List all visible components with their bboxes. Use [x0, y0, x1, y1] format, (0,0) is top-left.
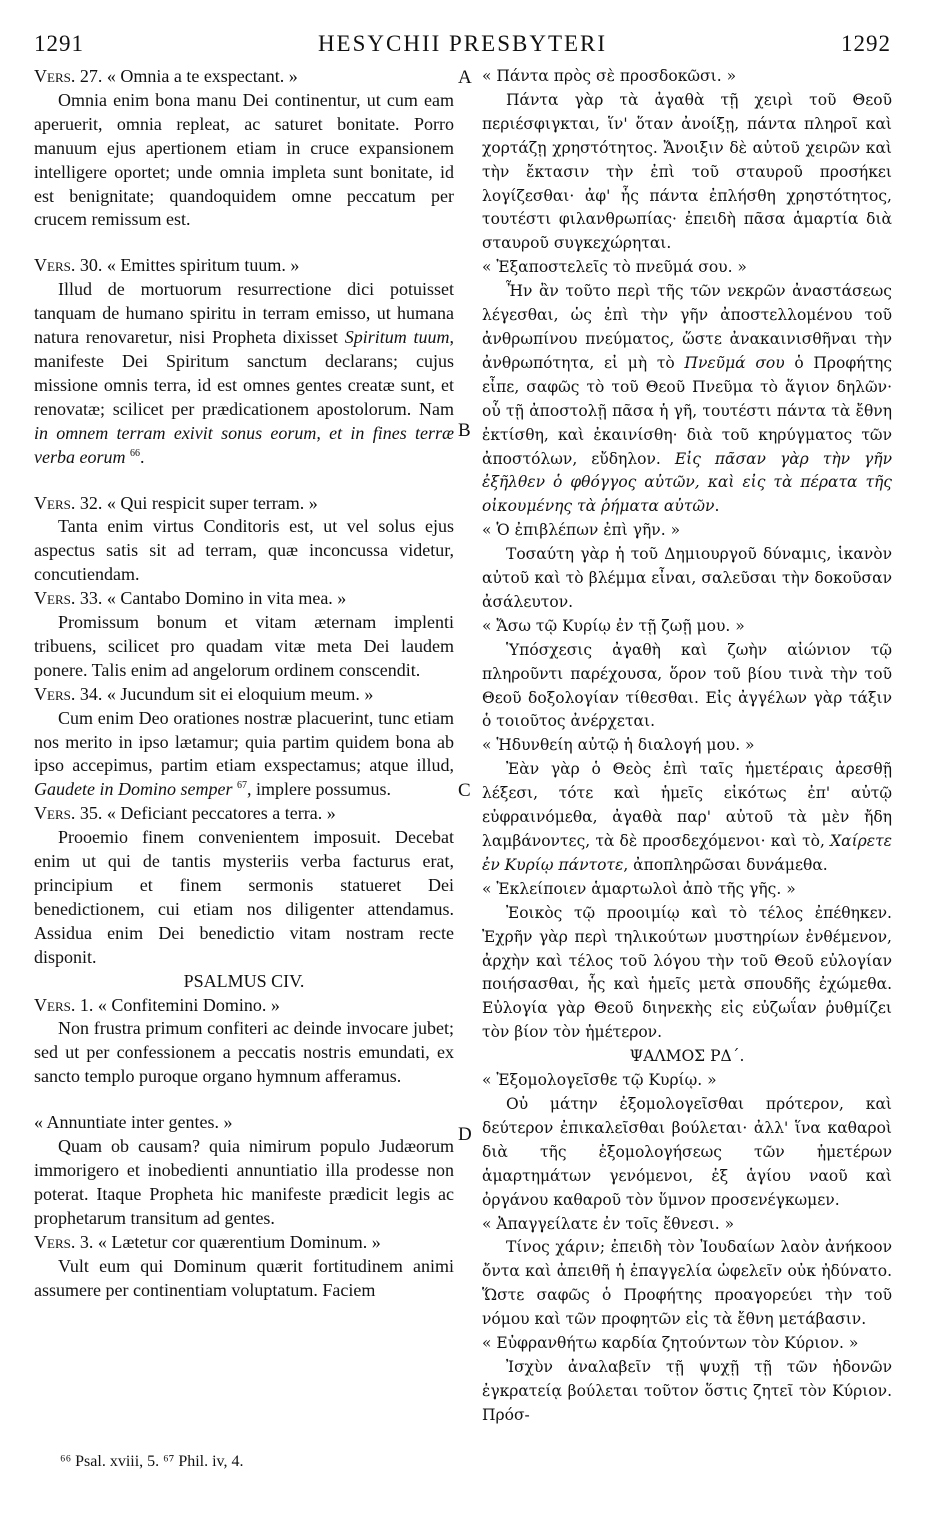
verse-heading: [34, 254, 454, 278]
verse-heading: [34, 65, 454, 89]
commentary-paragraph: Vult eum qui Dominum quærit fortitudinem animi assumere per continentiam voluptatum. Faciem: [34, 1255, 454, 1300]
verse-heading: [34, 587, 454, 611]
verse-number: Vers. 30.: [34, 255, 103, 276]
verse-heading: [34, 1231, 454, 1255]
verse-text: « Qui respicit super terram. »: [106, 492, 318, 513]
verse-number: Vers. 27.: [34, 66, 103, 86]
psalm-title: ΨΑΛΜΟΣ ΡΔ΄.: [629, 1047, 745, 1066]
verse-text: « Emittes spiritum tuum. »: [106, 255, 300, 276]
commentary-paragraph: Τοσαύτη γὰρ ἡ τοῦ Δημιουργοῦ δύναμις, ἱκανὸν αὐτοῦ καὶ τὸ βλέμμα εἶναι, σαλεῦσαι τὴν δοκοῦσαν ἀσάλευτον.: [482, 545, 892, 611]
margin-letter-d: D: [458, 1124, 472, 1145]
commentary-paragraph: Ἐὰν γὰρ ὁ Θεὸς ἐπὶ ταῖς ἡμετέραις ἀρεσθῇ λέξεσι, τότε καὶ ἡμεῖς εἰκότως ἐπ' αὐτῷ εὐφραινόμεθα, ἀγαθὰ παρ' αὐτοῦ τὰ μὲν ἤδη λαμβάνοντες, τὰ δὲ προσδεχόμενοι· καὶ τὸ, Χαίρετε ἐν Κυρίῳ πάντοτε, ἀποπληρῶσαι δυνάμεθα.: [482, 760, 892, 874]
verse-text: « Πάντα πρὸς σὲ προσδοκῶσι. »: [482, 67, 737, 85]
commentary-paragraph: Tanta enim virtus Conditoris est, ut vel solus ejus aspectus satis sit ad terram, quæ inconcussa videtur, concutiendam.: [34, 516, 454, 585]
verse-number: Vers. 1.: [34, 994, 94, 1015]
commentary-paragraph: Πάντα γὰρ τὰ ἀγαθὰ τῇ χειρὶ τοῦ Θεοῦ περιέσφιγκται, ἵν' ὅταν ἀνοίξῃ, πάντα πληροῖ καὶ χορτάζῃ χρηστότητος. Ἄνοιξιν δὲ αὐτοῦ χειρῶν καὶ τὴν ἔκτασιν τὴν ἐπὶ τοῦ σταυροῦ προσήκει λογίζεσθαι· ἀφ' ἧς πάντα ἐπλήσθη χρηστότητος, τουτέστι φιλανθρωπίας· ἐπειδὴ πᾶσα ἁμαρτία διὰ σταυροῦ συγκεχώρηται.: [482, 90, 892, 253]
commentary-paragraph: Non frustra primum confiteri ac deinde invocare jubet; sed ut per confessionem a peccatis nostris emundati, ex sancto templo puroque organo hymnum afferamus.: [34, 1018, 454, 1087]
verse-text: « Deficiant peccatores a terra. »: [106, 803, 336, 824]
verse-text: « Omnia a te exspectant. »: [106, 66, 298, 86]
commentary-paragraph: Ἰσχὺν ἀναλαβεῖν τῇ ψυχῇ τῇ τῶν ἡδονῶν ἐγκρατείᾳ βούλεται τοῦτον ὅστις ζητεῖ τὸν Κύριον. Πρόσ-: [482, 1357, 892, 1424]
commentary-paragraph: Ἐοικὸς τῷ προοιμίῳ καὶ τὸ τέλος ἐπέθηκεν. Ἐχρῆν γὰρ περὶ τηλικούτων μυστηρίων ἐνθέμενον, ἀρχὴν καὶ τέλος τοῦ λόγου τὴν τοῦ Θεοῦ εὐλογίαν ποιήσασθαι, ἧς καὶ ἡμεῖς μετὰ σπουδῆς ἐχώμεθα. Εὐλογία γὰρ Θεοῦ διηνεκὴς εἰς εὐζωΐαν ῥυθμίζει τὸν βίον τὸν ἡμέτερον.: [482, 903, 892, 1042]
verse-text: « Cantabo Domino in vita mea. »: [106, 588, 347, 609]
verse-heading: [34, 683, 454, 707]
verse-text: « Ἐξομολογεῖσθε τῷ Κυρίῳ. »: [482, 1071, 717, 1090]
margin-letter-c: C: [458, 780, 471, 801]
verse-text: « Jucundum sit ei eloquium meum. »: [106, 683, 374, 704]
commentary-paragraph: Omnia enim bona manu Dei continentur, ut cum eam aperuerit, omnia repleat, ac saturet bonitate. Porro manuum ejus apertionem etiam in cruce expansionem intelligere oportet; unde omnia impleta sunt bonitate, id est benignitate; quandoquidem omne peccatum per crucem remissum est.: [34, 89, 454, 230]
verse-text: « Ἀπαγγείλατε ἐν τοῖς ἔθνεσι. »: [482, 1214, 735, 1233]
verse-heading: [482, 519, 892, 543]
verse-number: Vers. 35.: [34, 803, 103, 824]
verse-number: Vers. 32.: [34, 492, 103, 513]
commentary-paragraph: Prooemio finem convenientem imposuit. Decebat enim ut qui de tantis mysteriis verba facturus erat, principium et finem sermonis statueret Dei benedictionem, cui etiam nos diligenter attendamus. Assidua enim Dei benedictio vitam nostram recte disponit.: [34, 827, 454, 967]
margin-letter-a: A: [458, 67, 472, 88]
verse-text: « Ἐξαποστελεῖς τὸ πνεῦμά σου. »: [482, 258, 747, 277]
verse-heading: [482, 734, 892, 758]
footnotes: ⁶⁶ Psal. xviii, 5. ⁶⁷ Phil. iv, 4.: [60, 1453, 244, 1470]
verse-text: « Εὐφρανθήτω καρδία ζητούντων τὸν Κύριον. »: [482, 1334, 859, 1353]
verse-heading: [482, 256, 892, 280]
verse-text: « Lætetur cor quærentium Dominum. »: [97, 1231, 381, 1252]
greek-column: [482, 65, 892, 1428]
verse-heading: [34, 802, 454, 826]
verse-heading: [34, 1111, 454, 1135]
verse-heading: [482, 1069, 892, 1093]
verse-heading: [482, 615, 892, 639]
verse-heading: [482, 878, 892, 902]
latin-column: [34, 65, 454, 1302]
verse-number: Vers. 3.: [34, 1231, 94, 1252]
verse-heading: [482, 65, 892, 89]
verse-text: « Confitemini Domino. »: [97, 994, 280, 1015]
commentary-paragraph: Quam ob causam? quia nimirum populo Judæorum immorigero et inobedienti annuntiatio illa prodesse non poterat. Itaque Propheta hic manifeste prædicit legis ac prophetarum transitum ad gentes.: [34, 1136, 454, 1228]
commentary-paragraph: Cum enim Deo orationes nostræ placuerint, tunc etiam nos merito in ipso lætamur; quia partim quidem bona ab ipso accepimus, partim etiam exspectamus; atque illud, Gaudete in Domino semper $^{67}$, implere possumus.: [34, 707, 454, 800]
spacer: [34, 232, 454, 254]
commentary-paragraph: Οὐ μάτην ἐξομολογεῖσθαι πρότερον, καὶ δεύτερον ἐπικαλεῖσθαι βούλεται· ἀλλ' ἵνα καθαροὶ διὰ τῆς ἐξομολογήσεως τῶν ἡμετέρων ἁμαρτημάτων γενόμενοι, ἐξ ἁγίου ναοῦ καὶ ὀργάνου καθαροῦ τὸν ὕμνον προσενέγκωμεν.: [482, 1094, 892, 1209]
verse-text: « Ἡδυνθείη αὐτῷ ἡ διαλογή μου. »: [482, 736, 755, 755]
verse-text: « Annuntiate inter gentes. »: [34, 1112, 233, 1133]
verse-number: Vers. 33.: [34, 588, 103, 609]
verse-text: « Ἐκλείποιεν ἁμαρτωλοὶ ἀπὸ τῆς γῆς. »: [482, 879, 796, 898]
commentary-paragraph: Ἦν ἂν τοῦτο περὶ τῆς τῶν νεκρῶν ἀναστάσεως λέγεσθαι, ὡς ἐπὶ τὴν γῆν ἀποστελλομένου τοῦ ἀνθρωπίνου πνεύματος, ὥστε ἀνακαινισθῆναι τὴν ἀνθρωπότητα, εἰ μὴ τὸ Πνεῦμά σου ὁ Προφήτης εἶπε, σαφῶς τὸ τοῦ Θεοῦ Πνεῦμα τὸ ἅγιον δηλῶν· οὗ τῇ ἀποστολῇ πᾶσα ἡ γῆ, τουτέστι πάντα τὰ ἔθνη ἐκτίσθη, καὶ ἐκαινίσθη· διὰ τοῦ κηρύγματος τῶν ἀποστόλων, εὔδηλον. Εἰς πᾶσαν γὰρ τὴν γῆν ἐξῆλθεν ὁ φθόγγος αὐτῶν, καὶ εἰς τὰ πέρατα τῆς οἰκουμένης τὰ ῥήματα αὐτῶν.: [482, 282, 893, 516]
verse-number: Vers. 34.: [34, 683, 103, 704]
commentary-paragraph: Illud de mortuorum resurrectione dici potuisset tanquam de humano spiritu in terram emisso, ut humana natura renovaretur, nisi Propheta dixisset Spiritum tuum, manifeste Dei Spiritum sanctum declarans; cujus missione omnis terra, id est omnes gentes creatæ sunt, et renovatæ; scilicet per prædicationem apostolorum. Nam in omnem terram exivit sonus eorum, et in fines terræ verba eorum $^{66}$.: [34, 279, 454, 467]
verse-heading: [482, 1332, 892, 1356]
commentary-paragraph: Τίνος χάριν; ἐπειδὴ τὸν Ἰουδαίων λαὸν ἀνήκοον ὄντα καὶ ἀπειθῆ ἡ ἐπαγγελία ὠφελεῖν οὐκ ἠδύνατο. Ὥστε σαφῶς ὁ Προφήτης προαγορεύει τὴν τοῦ νόμου καὶ τῶν προφητῶν εἰς τὰ ἔθνη μετάβασιν.: [482, 1238, 892, 1329]
verse-text: « Ἄσω τῷ Κυρίῳ ἐν τῇ ζωῇ μου. »: [482, 616, 745, 635]
spacer: [34, 470, 454, 492]
margin-letter-b: B: [458, 420, 471, 441]
commentary-paragraph: Promissum bonum et vitam æternam implenti tribuens, scilicet pro quadam vitæ meta Dei laudem ponere. Talis enim ad angelorum ordinem conscendit.: [34, 612, 454, 680]
spacer: [34, 1089, 454, 1111]
verse-heading: [482, 1213, 892, 1237]
verse-heading: [34, 994, 454, 1018]
commentary-paragraph: Ὑπόσχεσις ἀγαθὴ καὶ ζωὴν αἰώνιον τῷ πληροῦντι παρέχουσα, ὅρον τοῦ βίου τινὰ τὴν τοῦ Θεοῦ δοξολογίαν τίθεσθαι. Εἰς ἀγγέλων γὰρ τάξιν ὁ τοιοῦτος ἀνέρχεται.: [482, 640, 892, 731]
page-number-right: 1292: [841, 31, 891, 56]
verse-text: « Ὁ ἐπιβλέπων ἐπὶ γῆν. »: [482, 521, 681, 540]
psalm-title: PSALMUS CIV.: [183, 970, 305, 991]
running-title: HESYCHII PRESBYTERI: [317, 31, 608, 56]
verse-heading: [34, 492, 454, 516]
page-number-left: 1291: [34, 31, 84, 56]
